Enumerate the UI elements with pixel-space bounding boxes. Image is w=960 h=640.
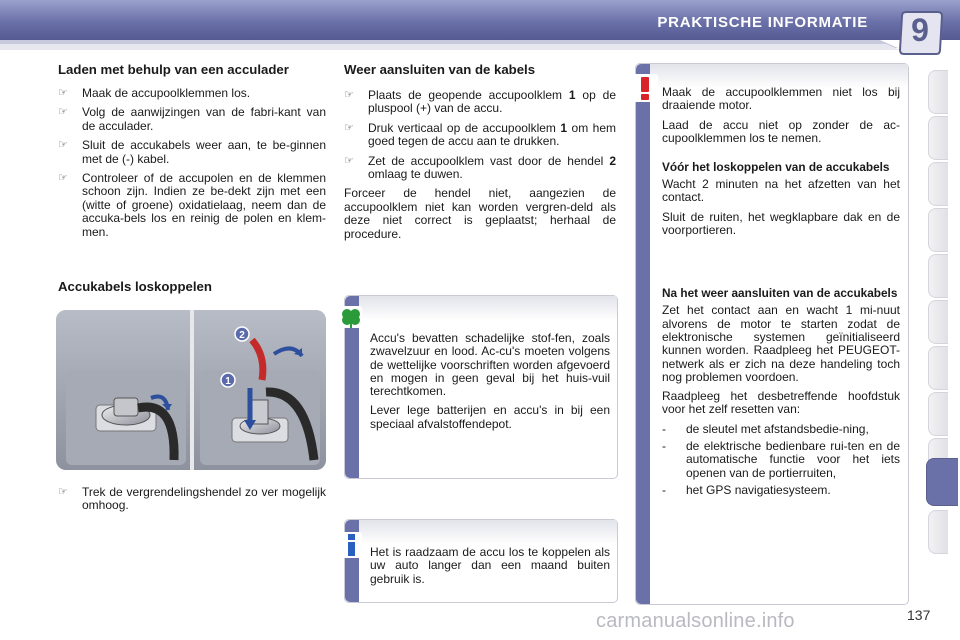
section-title-reconnect: Weer aansluiten van de kabels: [344, 62, 536, 77]
watermark: carmanualsonline.info: [596, 610, 795, 632]
pointing-hand-icon: ☞: [344, 154, 354, 167]
callout-2-label: 2: [239, 330, 245, 341]
environment-note-text: Accu's bevatten schadelijke stof-fen, zoals zwavelzuur en lood. Ac-cu's moeten volgens de wettelijke voorschriften worden afgevoerd en mogen in geen geval bij het huis-vuil terechtkomen. Lever lege batterijen en accu's in bij een speciaal afvalstoffendepot.: [370, 331, 610, 431]
list-item: ☞ Plaats de geopende accupoolklem 1 op de pluspool (+) van de accu.: [344, 88, 616, 116]
list-item: ☞ Controleer of de accupolen en de klemmen schoon zijn. Indien ze be-dekt zijn met een (witte of groene) oxidatielaag, neem dan de accuka-bels los en reinig de polen en klem-men.: [58, 171, 326, 239]
chapter-tab[interactable]: [928, 254, 948, 298]
pointing-hand-icon: ☞: [58, 87, 68, 99]
pointing-hand-icon: ☞: [344, 121, 354, 134]
chapter-number: 9: [911, 12, 929, 48]
chapter-tab[interactable]: [928, 70, 948, 114]
chapter-tab[interactable]: [928, 116, 948, 160]
pointing-hand-icon: ☞: [58, 106, 68, 119]
list-item: ☞ Trek de vergrendelingshendel zo ver mogelijk omhoog.: [58, 485, 326, 513]
subheading: Na het weer aansluiten van de accukabels: [662, 286, 898, 301]
chapter-tab[interactable]: [928, 162, 948, 206]
info-note-text: Het is raadzaam de accu los te koppelen als uw auto langer dan een maand buiten gebruik is.: [370, 545, 610, 586]
list-item: ☞ Sluit de accukabels weer aan, te be-ginnen met de (-) kabel.: [58, 138, 326, 166]
list-item: ☞ Maak de accupoolklemmen los.: [58, 86, 251, 100]
clover-icon: [340, 306, 362, 328]
left-column: [58, 62, 326, 245]
pointing-hand-icon: ☞: [58, 486, 68, 498]
chapter-tab[interactable]: [928, 346, 948, 390]
paragraph: Forceer de hendel niet, aangezien de accupoolklem niet kan worden vergren-deld als deze niet correct is geplaatst; herhaal de procedure.: [344, 186, 616, 241]
subheading: Vóór het loskoppelen van de accukabels: [662, 160, 890, 175]
info-icon: [340, 532, 362, 558]
middle-column: [344, 62, 616, 241]
page-title: PRAKTISCHE INFORMATIE: [657, 14, 868, 31]
pointing-hand-icon: ☞: [58, 139, 68, 152]
list-item: - de elektrische bedienbare rui-ten en de automatische functie voor het iets openen van de portierruiten,: [662, 439, 900, 480]
exclamation-icon: [632, 74, 658, 102]
pointing-hand-icon: ☞: [344, 89, 354, 101]
battery-clamp-illustration: [56, 310, 326, 470]
chapter-tab-active[interactable]: [926, 458, 958, 506]
chapter-tabs: [928, 70, 960, 580]
chapter-tab[interactable]: [928, 208, 948, 252]
list-item: - de sleutel met afstandsbedie-ning,: [662, 421, 869, 436]
section-title-disconnect: Accukabels loskoppelen: [58, 279, 212, 294]
list-item: ☞ Druk verticaal op de accupoolklem 1 om hem goed tegen de accu aan te drukken.: [344, 120, 616, 149]
chapter-tab[interactable]: [928, 392, 948, 436]
chapter-tab[interactable]: [928, 300, 948, 344]
list-item: ☞ Volg de aanwijzingen van de fabri-kant van de acculader.: [58, 105, 326, 133]
list-item: - het GPS navigatiesysteem.: [662, 482, 831, 497]
callout-1-label: 1: [225, 376, 231, 387]
list-item: ☞ Zet de accupoolklem vast door de hendel 2 omlaag te duwen.: [344, 153, 616, 182]
chapter-tab[interactable]: [928, 510, 948, 554]
pointing-hand-icon: ☞: [58, 172, 68, 185]
section-title-charging: Laden met behulp van een acculader: [58, 62, 289, 77]
warning-note-text: Maak de accupoolklemmen niet los bij draaiende motor. Laad de accu niet op zonder de ac-cupoolklemmen los te nemen. Vóór het loskoppelen van de accukabels Wacht 2 minuten na het afzetten van het contact. Sluit de ruiten, het wegklapbare dak en de voorportieren. Na het weer aansluiten van de accukabels Zet het contact aan en wacht 1 mi-nuut alvorens de motor te starten zodat de elektronische systemen geïnitialiseerd kunnen worden. Raadpleeg het PEUGEOT-netwerk als er zich na deze handeling toch nog problemen voordoen. Raadpleeg het desbetreffende hoofdstuk voor het zelf resetten van: - de sleutel met afstandsbedie-ning, - de elektrische bedienbare rui-ten en de automatische functie voor het iets openen van de portierruiten, - het GPS navigatiesysteem.: [662, 85, 900, 497]
page-number: 137: [907, 607, 931, 623]
